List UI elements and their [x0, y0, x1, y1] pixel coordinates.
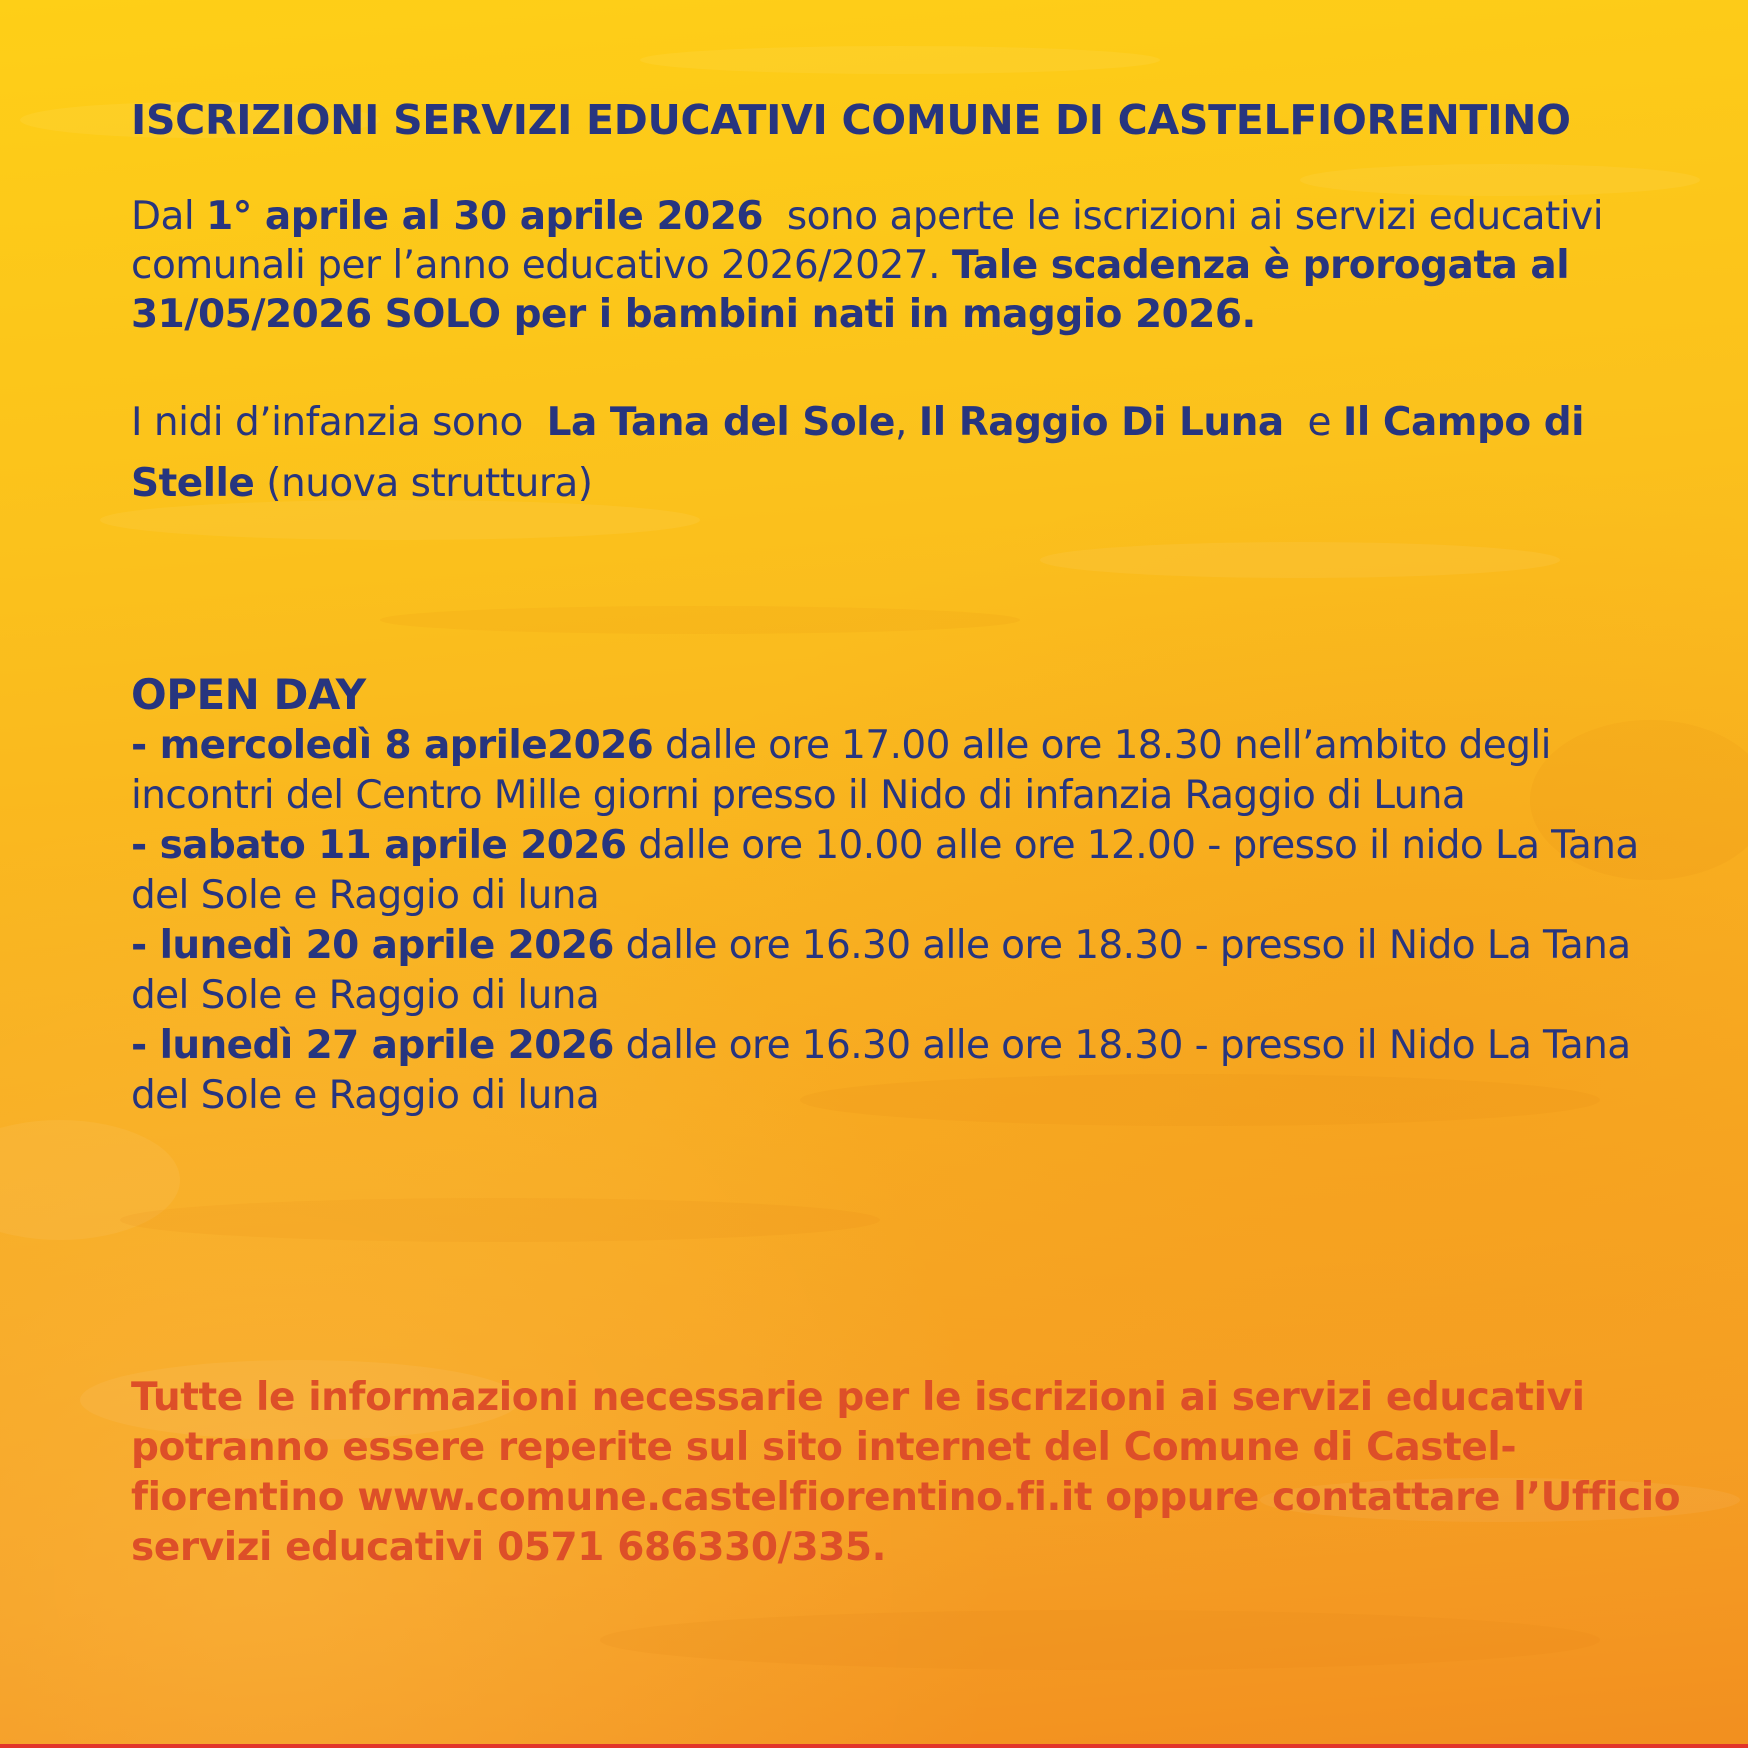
- open-day-event: [131, 721, 1691, 821]
- event-details: dalle ore 10.00 alle ore 12.00 - presso il nido La Tana del Sole e Raggio di luna: [131, 823, 1639, 918]
- registration-text: sono aperte le iscrizioni ai servizi educativi comunali per l’anno educativo 2026/2027.: [131, 194, 1604, 288]
- event-date: - sabato 11 aprile 2026: [131, 823, 627, 868]
- open-day-event: [131, 921, 1691, 1021]
- nidi-separator: ,: [894, 400, 907, 445]
- registration-paragraph: [131, 192, 1681, 339]
- event-date: - lunedì 20 aprile 2026: [131, 923, 614, 968]
- open-day-list: [131, 721, 1691, 1121]
- open-day-title: OPEN DAY: [131, 670, 366, 719]
- nido-tana-del-sole: La Tana del Sole: [546, 400, 895, 445]
- nido-campo-di-stelle: Il Campo di Stelle: [131, 400, 1585, 506]
- event-date: - mercoledì 8 aprile2026: [131, 723, 654, 768]
- event-date: - lunedì 27 aprile 2026: [131, 1023, 614, 1068]
- nido-raggio-di-luna: Il Raggio Di Luna: [918, 400, 1284, 445]
- open-day-event: [131, 821, 1691, 921]
- open-day-event: [131, 1021, 1691, 1121]
- registration-extension: Tale scadenza è prorogata al 31/05/2026 SOLO per i bambini nati in maggio 2026.: [131, 243, 1570, 337]
- event-details: dalle ore 17.00 alle ore 18.30 nell’ambito degli incontri del Centro Mille giorni presso il Nido di infanzia Raggio di Luna: [131, 723, 1551, 818]
- nidi-note: (nuova struttura): [266, 461, 593, 506]
- bottom-border: [0, 1744, 1748, 1748]
- event-details: dalle ore 16.30 alle ore 18.30 - presso il Nido La Tana del Sole e Raggio di luna: [131, 1023, 1631, 1118]
- nidi-conjunction: e: [1307, 400, 1331, 445]
- registration-intro: Dal: [131, 194, 195, 239]
- registration-period: 1° aprile al 30 aprile 2026: [206, 194, 764, 239]
- nidi-intro: I nidi d’infanzia sono: [131, 400, 523, 445]
- nidi-paragraph: [131, 392, 1681, 514]
- page-title: ISCRIZIONI SERVIZI EDUCATIVI COMUNE DI CASTELFIORENTINO: [131, 96, 1571, 144]
- info-paragraph: Tutte le informazioni necessarie per le iscrizioni ai servizi educativi potranno essere reperite sul sito internet del Comune di Castel-fiorentino www.comune.castelfiorentino.fi.it oppure contattare l’Ufficio servizi educativi 0571 686330/335.: [131, 1375, 1681, 1570]
- event-details: dalle ore 16.30 alle ore 18.30 - presso il Nido La Tana del Sole e Raggio di luna: [131, 923, 1631, 1018]
